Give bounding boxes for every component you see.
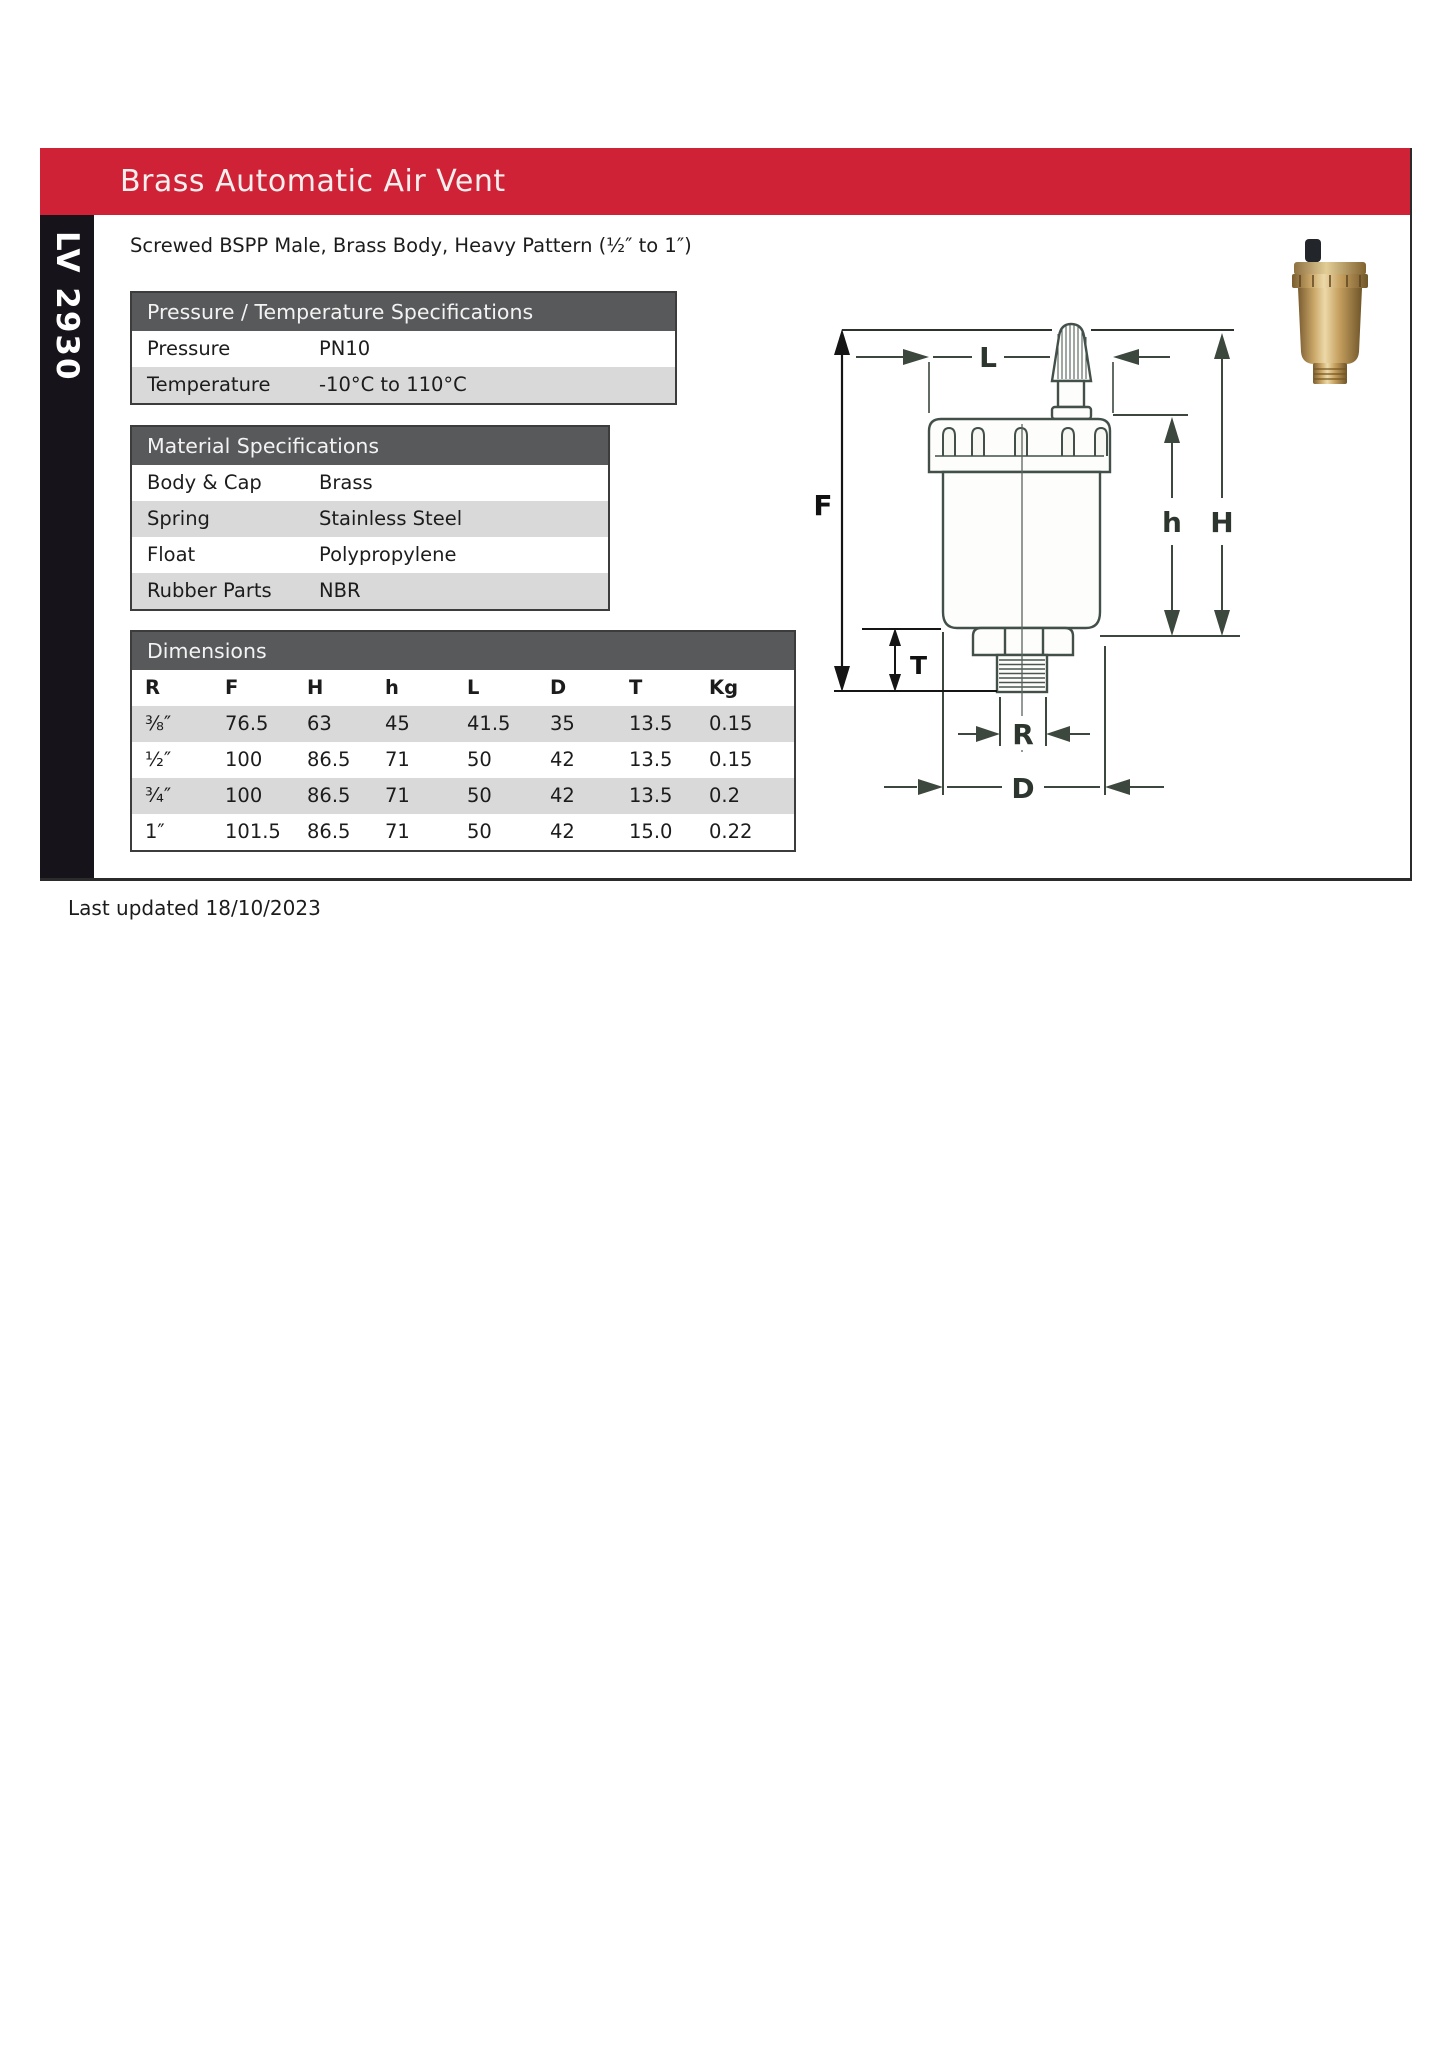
black-vent-cap — [1305, 239, 1321, 262]
dim-data-row — [132, 814, 794, 850]
dim-cell: 15.0 — [629, 820, 673, 843]
spec-row — [132, 573, 608, 609]
product-code: LV 2930 — [49, 231, 85, 382]
dim-cell: ½″ — [145, 748, 172, 771]
dim-column-header: Kg — [709, 676, 739, 699]
dim-cell: 13.5 — [629, 748, 673, 771]
spec-row — [132, 331, 675, 367]
dim-column-header: T — [629, 676, 643, 699]
valve-drawing — [929, 324, 1110, 692]
dim-label-h: h — [1162, 506, 1182, 539]
dim-cell: 63 — [307, 712, 332, 735]
dim-label-D: D — [1011, 772, 1035, 805]
dim-cell: 50 — [467, 784, 492, 807]
dim-cell: 42 — [550, 820, 575, 843]
header-bar — [40, 148, 1410, 215]
table-header: Pressure / Temperature Specifications — [132, 293, 675, 331]
dim-data-row — [132, 778, 794, 814]
dim-cell: 100 — [225, 784, 263, 807]
page-title: Brass Automatic Air Vent — [120, 164, 506, 199]
dim-label-R: R — [1012, 718, 1034, 751]
dim-cell: ¾″ — [145, 784, 172, 807]
dim-column-header: D — [550, 676, 567, 699]
table-header: Material Specifications — [132, 427, 608, 465]
product-code-sidebar — [40, 215, 94, 878]
dim-cell: 86.5 — [307, 784, 351, 807]
dim-cell: 35 — [550, 712, 575, 735]
product-subtitle: Screwed BSPP Male, Brass Body, Heavy Pattern (½″ to 1″) — [130, 234, 692, 257]
table-body — [132, 670, 794, 850]
cap-top — [1294, 262, 1366, 275]
dim-cell: 0.15 — [709, 748, 753, 771]
table-header: Dimensions — [132, 632, 794, 670]
dim-cell: 86.5 — [307, 820, 351, 843]
dim-cell: 86.5 — [307, 748, 351, 771]
spec-row-value: Brass — [319, 471, 373, 494]
spec-row-label: Rubber Parts — [147, 579, 272, 602]
dim-data-row — [132, 706, 794, 742]
spec-row — [132, 537, 608, 573]
dim-data-row — [132, 742, 794, 778]
dim-cell: 45 — [385, 712, 410, 735]
dim-cell: 42 — [550, 748, 575, 771]
dim-cell: 50 — [467, 820, 492, 843]
dim-cell: 0.2 — [709, 784, 741, 807]
dim-column-header: h — [385, 676, 399, 699]
spec-row-label: Body & Cap — [147, 471, 262, 494]
spec-row — [132, 367, 675, 403]
dim-cell: 76.5 — [225, 712, 269, 735]
spec-row — [132, 501, 608, 537]
dim-cell: 0.15 — [709, 712, 753, 735]
table-body — [132, 465, 608, 609]
dim-column-header: F — [225, 676, 239, 699]
dim-cell: 13.5 — [629, 784, 673, 807]
pressure-temperature-table — [130, 291, 677, 405]
dim-column-header: R — [145, 676, 161, 699]
spec-row-label: Spring — [147, 507, 210, 530]
dim-label-H: H — [1210, 506, 1234, 539]
dim-header-row — [132, 670, 794, 706]
dim-cell: 1″ — [145, 820, 165, 843]
dimensions-table — [130, 630, 796, 852]
dim-label-F: F — [813, 489, 833, 522]
dim-label-L: L — [979, 341, 997, 374]
dim-column-header: H — [307, 676, 324, 699]
table-body — [132, 331, 675, 403]
spec-row-value: -10°C to 110°C — [319, 373, 467, 396]
dim-cell: 0.22 — [709, 820, 753, 843]
dimension-diagram — [745, 320, 1250, 810]
dim-cell: 50 — [467, 748, 492, 771]
dim-cell: 71 — [385, 748, 410, 771]
datasheet-frame — [40, 148, 1412, 881]
dim-cell: ⅜″ — [145, 712, 172, 735]
spec-row-value: NBR — [319, 579, 361, 602]
product-photo — [1285, 232, 1380, 392]
spec-row-value: PN10 — [319, 337, 371, 360]
spec-row-label: Pressure — [147, 337, 231, 360]
spec-row-label: Temperature — [147, 373, 271, 396]
dim-cell: 71 — [385, 820, 410, 843]
dim-column-header: L — [467, 676, 480, 699]
dim-cell: 71 — [385, 784, 410, 807]
dim-cell: 41.5 — [467, 712, 511, 735]
f-t-arrowheads — [834, 329, 901, 692]
spec-row-value: Stainless Steel — [319, 507, 463, 530]
spec-row-value: Polypropylene — [319, 543, 457, 566]
spec-row — [132, 465, 608, 501]
dim-cell: 100 — [225, 748, 263, 771]
last-updated-note: Last updated 18/10/2023 — [68, 896, 321, 920]
material-specifications-table — [130, 425, 610, 611]
spec-row-label: Float — [147, 543, 196, 566]
dim-cell: 42 — [550, 784, 575, 807]
dim-label-T: T — [910, 651, 928, 680]
dim-cell: 101.5 — [225, 820, 281, 843]
valve-body — [1298, 288, 1362, 364]
dim-cell: 13.5 — [629, 712, 673, 735]
